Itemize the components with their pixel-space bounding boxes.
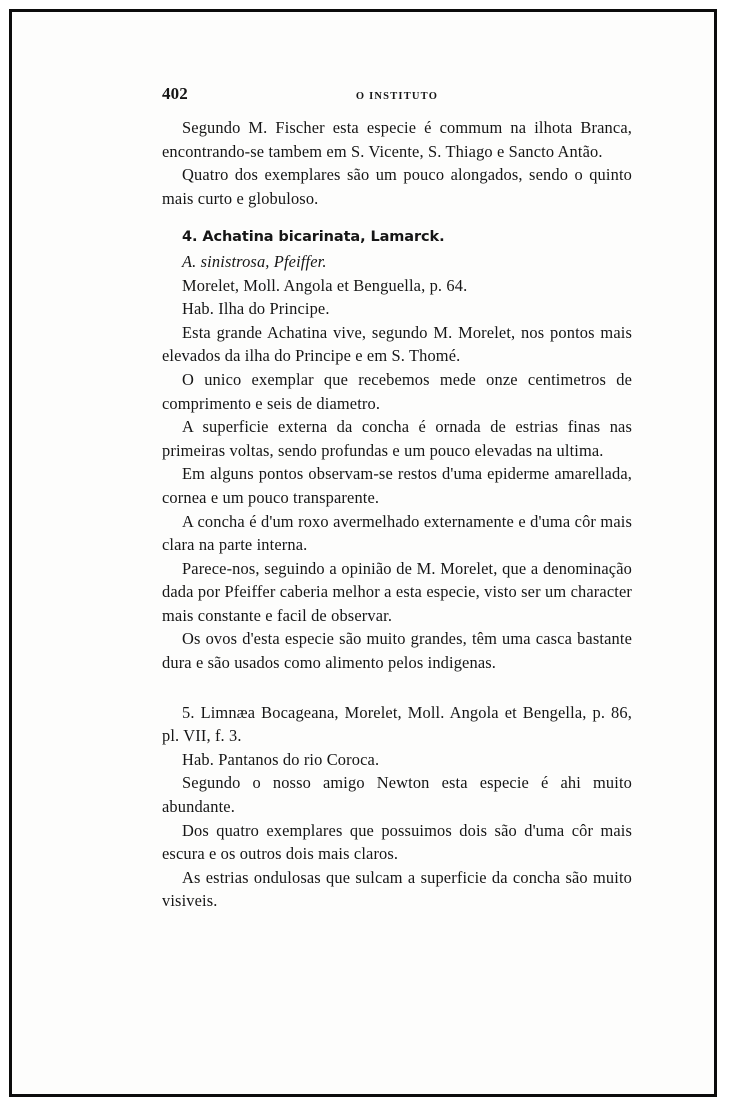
paragraph-estrias: As estrias ondulosas que sulcam a superficie da concha são muito visiveis. — [162, 867, 632, 911]
paragraph-superficie: A superficie externa da concha é ornada de estrias finas nas primeiras voltas, sendo profundas e um pouco elevadas na ultima. — [162, 417, 632, 460]
page-number: 402 — [162, 84, 188, 103]
species-heading-limnaea: 5. Limnæa Bocageana, Morelet, Moll. Angola et Bengella, p. 86, pl. VII, f. 3. — [162, 702, 632, 746]
species-heading-achatina: 4. Achatina bicarinata, Lamarck. — [182, 229, 445, 246]
paragraph-quatro-exemplares: Dos quatro exemplares que possuimos dois são d'uma côr mais escura e os outros dois mais claros. — [162, 820, 632, 864]
book-page — [162, 80, 632, 913]
paragraph-exemplares: Quatro dos exemplares são um pouco alongados, sendo o quinto mais curto e globuloso. — [162, 165, 632, 208]
paragraph-achatina-vive: Esta grande Achatina vive, segundo M. Morelet, nos pontos mais elevados da ilha do Principe e em S. Thomé. — [162, 322, 632, 366]
running-title: O INSTITUTO — [355, 91, 439, 102]
page-header — [162, 80, 632, 116]
paragraph-fischer: Segundo M. Fischer esta especie é commum na ilhota Branca, encontrando-se tambem em S. Vicente, S. Thiago e Sancto Antão. — [162, 118, 632, 161]
paragraph-exemplar-mede: O unico exemplar que recebemos mede onze centimetros de comprimento e seis de diametro. — [162, 369, 632, 413]
reference-line: Morelet, Moll. Angola et Benguella, p. 64. — [182, 275, 468, 295]
synonym-line: A. sinistrosa, Pfeiffer. — [182, 251, 327, 271]
paragraph-epiderme: Em alguns pontos observam-se restos d'uma epiderme amarellada, cornea e um pouco transparente. — [162, 464, 632, 507]
paragraph-denominacao: Parece-nos, seguindo a opinião de M. Morelet, que a denominação dada por Pfeiffer caberia melhor a esta especie, visto ser um character mais constante e facil de observar. — [162, 558, 632, 625]
paragraph-ovos: Os ovos d'esta especie são muito grandes, têm uma casca bastante dura e são usados como alimento pelos indigenas. — [162, 629, 632, 673]
habitat-line: Hab. Ilha do Principe. — [182, 299, 330, 319]
paragraph-concha-cor: A concha é d'um roxo avermelhado externamente e d'uma côr mais clara na parte interna. — [162, 511, 632, 555]
paragraph-newton: Segundo o nosso amigo Newton esta especie é ahi muito abundante. — [162, 773, 632, 817]
habitat-line-coroca: Hab. Pantanos do rio Coroca. — [182, 749, 380, 769]
